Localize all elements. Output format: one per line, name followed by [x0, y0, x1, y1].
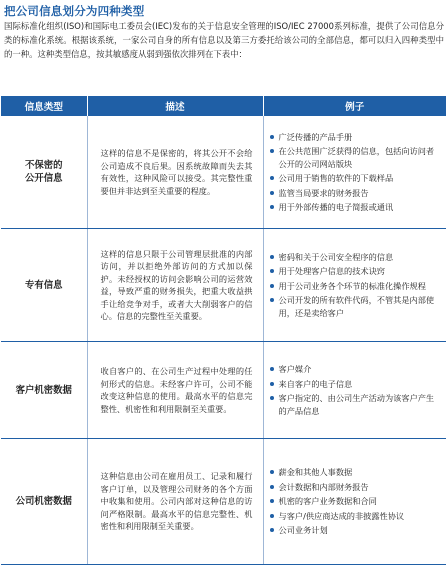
- type-label: 专有信息: [24, 279, 63, 291]
- type-label: 不保密的 公开信息: [24, 160, 63, 184]
- type-label: 客户机密数据: [15, 384, 72, 396]
- bullet-icon: [270, 382, 274, 386]
- list-item: [270, 363, 443, 376]
- bullet-icon: [270, 367, 274, 371]
- list-item: [270, 145, 443, 170]
- list-item: [270, 378, 443, 391]
- page-title: 把公司信息划分为四种类型: [4, 4, 145, 18]
- list-item: [270, 495, 443, 508]
- examples-cell: [263, 116, 446, 229]
- table-row: [1, 229, 446, 342]
- description-cell: 这样的信息不是保密的，将其公开不会给公司造成不良后果。因系统故障而失去其有效性，这种风险可以接受。其完整性重要但并非达到至关重要的程度。: [87, 116, 263, 229]
- example-text: 机密的客户业务数据和合同: [278, 496, 377, 507]
- description-cell: 这种信息由公司在雇用员工、记录和履行客户订单，以及管理公司财务的各个方面中收集和使用。公司内部对这种信息的访问严格限制。最高水平的信息完整性、机密性和利用限制至关重要。: [87, 439, 263, 565]
- type-cell: [1, 342, 87, 439]
- bullet-icon: [270, 499, 274, 503]
- type-cell: [1, 439, 87, 565]
- example-text: 与客户/供应商达成的非披露性协议: [278, 510, 405, 521]
- table-row: [1, 439, 446, 565]
- list-item: [270, 481, 443, 494]
- example-text: 广泛传播的产品手册: [278, 131, 353, 142]
- list-item: [270, 280, 443, 293]
- examples-list: [270, 363, 443, 417]
- bullet-icon: [270, 205, 274, 209]
- bullet-icon: [270, 255, 274, 259]
- examples-cell: [263, 342, 446, 439]
- bullet-icon: [270, 528, 274, 532]
- table-row: [1, 342, 446, 439]
- example-text: 用于外部传播的电子简报或通讯: [278, 202, 394, 212]
- list-item: [270, 466, 443, 479]
- type-cell: [1, 116, 87, 229]
- example-text: 来自客户的电子信息: [278, 378, 353, 389]
- examples-list: [270, 131, 443, 214]
- bullet-icon: [270, 514, 274, 518]
- bullet-icon: [270, 269, 274, 273]
- list-item: [270, 251, 443, 264]
- description-cell: 收自客户的、在公司生产过程中处理的任何形式的信息。未经客户许可，公司不能改变这种信息的使用。最高水平的信息完整性、机密性和利用限制至关重要。: [87, 342, 263, 439]
- list-item: [270, 392, 443, 417]
- examples-cell: [263, 229, 446, 342]
- bullet-icon: [270, 176, 274, 180]
- list-item: [270, 510, 443, 523]
- list-item: [270, 265, 443, 278]
- example-text: 公司开发的所有软件代码，不管其是内部使用，还是卖给客户: [278, 295, 435, 318]
- description-cell: 这样的信息只限于公司管理层批准的内部访问，并以拒绝外部访问的方式加以保护。未经授权的访问会影响公司的运营效益，导致严重的财务损失，把重大收益拱手让给竞争对手，或者大大削弱客户的信心。信息的完整性至关重要。: [87, 229, 263, 342]
- bullet-icon: [270, 191, 274, 195]
- header-examples: 例子: [263, 96, 446, 116]
- example-text: 公司用于销售的软件的下载样品: [278, 173, 394, 183]
- example-text: 公司业务计划: [278, 525, 328, 536]
- example-text: 在公共范围广泛获得的信息，包括向访问者公开的公司网站版块: [278, 146, 435, 169]
- bullet-icon: [270, 298, 274, 302]
- bullet-icon: [270, 470, 274, 474]
- type-cell: [1, 229, 87, 342]
- bullet-icon: [270, 135, 274, 139]
- list-item: [270, 172, 443, 185]
- info-type-table: [1, 96, 446, 565]
- list-item: [270, 201, 443, 214]
- example-text: 客户指定的、由公司生产活动为该客户产生的产品信息: [278, 393, 435, 416]
- example-text: 会计数据和内部财务报告: [278, 481, 369, 492]
- example-text: 监管当局要求的财务报告: [278, 187, 369, 198]
- bullet-icon: [270, 485, 274, 489]
- list-item: [270, 187, 443, 200]
- example-text: 密码和关于公司安全程序的信息: [278, 251, 394, 262]
- example-text: 用于公司业务各个环节的标准化操作规程: [278, 280, 426, 291]
- bullet-icon: [270, 396, 274, 400]
- examples-list: [270, 251, 443, 320]
- examples-list: [270, 466, 443, 537]
- list-item: [270, 294, 443, 319]
- example-text: 客户媒介: [278, 364, 312, 374]
- header-type: 信息类型: [1, 96, 87, 116]
- bullet-icon: [270, 149, 274, 153]
- header-description: 描述: [87, 96, 263, 116]
- list-item: [270, 524, 443, 537]
- type-label: 公司机密数据: [15, 496, 72, 507]
- list-item: [270, 131, 443, 144]
- example-text: 用于处理客户信息的技术诀窍: [278, 266, 385, 277]
- example-text: 薪金和其他人事数据: [278, 467, 353, 478]
- table-header-row: [1, 96, 446, 116]
- table-row: [1, 116, 446, 229]
- examples-cell: [263, 439, 446, 565]
- bullet-icon: [270, 284, 274, 288]
- intro-paragraph: 国际标准化组织(ISO)和国际电工委员会(IEC)发布的关于信息安全管理的ISO/IEC 27000系列标准，提供了公司信息分类的标准化系统。根据该系统，一家公司自身的所有信息以及第三方委托给该公司的全部信息，都可以归入四种类型中的一种。这种类型信息，按其敏感度从弱到强依次排列在下表中：: [4, 21, 444, 60]
